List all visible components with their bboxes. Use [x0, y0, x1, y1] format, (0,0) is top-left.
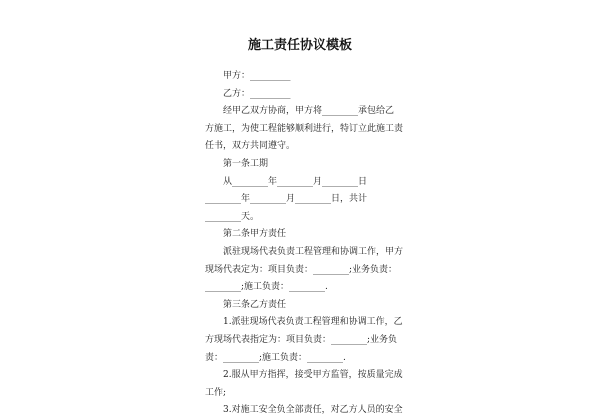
- party-b-duty-1-line-2: 方现场代表指定为：项目负责：________;业务负: [205, 334, 398, 345]
- party-b-duty-3-line-1: 3.对施工安全负全部责任，对乙方人员的安全: [223, 405, 403, 416]
- article-2-heading: 第二条甲方责任: [223, 229, 287, 240]
- intro-paragraph-line-1: 经甲乙双方协商，甲方将________承包给乙: [223, 106, 395, 117]
- document-title: 施工责任协议模板: [247, 38, 352, 53]
- party-b-line: 乙方：_________: [223, 88, 291, 99]
- party-a-duty-line-3: ________;施工负责：________.: [205, 282, 328, 293]
- party-b-duty-1-line-1: 1.派驻现场代表负责工程管理和协调工作，乙: [223, 317, 403, 328]
- party-a-duty-line-2: 现场代表定为：项目负责：________;业务负责：: [205, 264, 398, 275]
- intro-paragraph-line-3: 任书，双方共同遵守。: [205, 141, 296, 152]
- party-b-duty-2-line-1: 2.服从甲方指挥，接受甲方监管，按质量完成: [223, 370, 403, 381]
- intro-paragraph-line-2: 方施工，为使工程能够顺利进行，特订立此施工责: [205, 123, 404, 134]
- party-a-duty-line-1: 派驻现场代表负责工程管理和协调工作，甲方: [223, 246, 404, 257]
- article-1-heading: 第一条工期: [223, 158, 269, 169]
- party-b-duty-1-line-3: 责：________;施工负责：________.: [205, 352, 346, 363]
- party-b-duty-2-line-2: 工作;: [205, 387, 227, 398]
- party-a-line: 甲方：_________: [223, 71, 291, 81]
- document-body: [205, 68, 404, 420]
- article-3-heading: 第三条乙方责任: [223, 299, 287, 310]
- schedule-line-3: ________天。: [205, 211, 260, 222]
- schedule-line-2: ________年________月________日，共计: [205, 194, 368, 205]
- schedule-line-1: 从________年________月________日: [223, 176, 368, 187]
